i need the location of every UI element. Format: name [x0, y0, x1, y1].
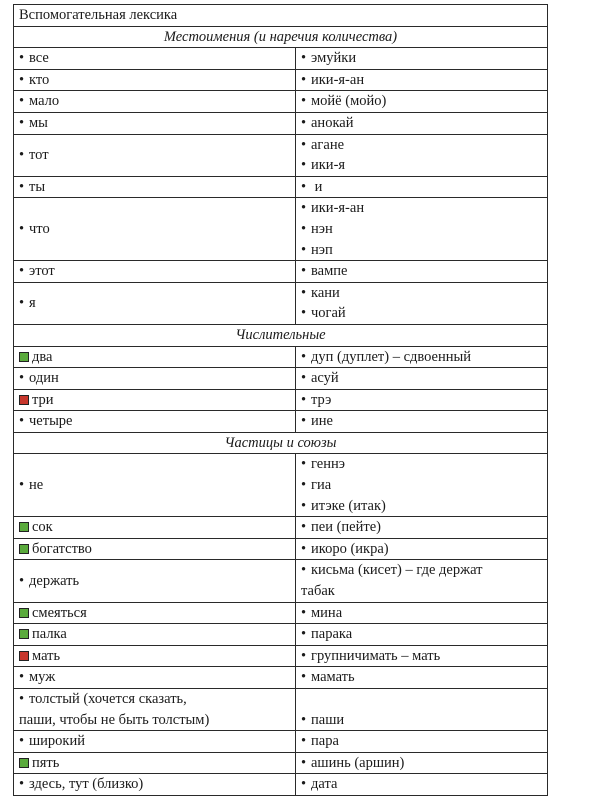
red-square-icon	[19, 395, 29, 405]
entry-line	[19, 70, 290, 91]
green-square-icon	[19, 629, 29, 639]
entry-line	[301, 303, 542, 324]
table-row	[14, 368, 548, 390]
entry-line	[301, 753, 542, 774]
bullet-icon: •	[301, 519, 307, 536]
section-header-row	[14, 432, 548, 454]
entry-line	[301, 368, 542, 389]
russian-word-cell	[14, 48, 296, 70]
translation-cell	[296, 69, 548, 91]
translation-cell	[296, 282, 548, 324]
bullet-icon: •	[301, 50, 307, 67]
entry-text: итэке (итак)	[311, 497, 386, 514]
entry-line	[301, 135, 542, 156]
translation-cell	[296, 198, 548, 261]
translation-cell	[296, 667, 548, 689]
entry-text: широкий	[29, 733, 85, 750]
entry-line	[19, 145, 290, 166]
entry-line	[301, 240, 542, 261]
bullet-icon: •	[19, 370, 25, 387]
entry-text: анокай	[311, 114, 354, 131]
entry-text: смеяться	[32, 604, 87, 621]
entry-line	[19, 293, 290, 314]
entry-text: ты	[29, 178, 46, 195]
translation-cell	[296, 517, 548, 539]
entry-text: и	[311, 178, 323, 195]
entry-line	[301, 667, 542, 688]
entry-line	[301, 560, 542, 581]
section-heading: Числительные	[14, 324, 548, 346]
entry-line	[301, 198, 542, 219]
entry-line	[19, 571, 290, 592]
entry-line	[19, 646, 290, 667]
entry-text: мамать	[311, 669, 355, 686]
bullet-icon: •	[19, 733, 25, 750]
entry-line	[301, 710, 542, 731]
entry-text: сок	[32, 519, 53, 536]
russian-word-cell	[14, 411, 296, 433]
entry-text: нэп	[311, 241, 333, 258]
entry-line	[19, 710, 290, 731]
table-row	[14, 346, 548, 368]
entry-text: ики-я-ан	[311, 71, 365, 88]
entry-text: этот	[29, 263, 55, 280]
table-row	[14, 774, 548, 796]
entry-text: один	[29, 370, 59, 387]
russian-word-cell	[14, 91, 296, 113]
entry-line	[301, 91, 542, 112]
entry-line	[19, 689, 290, 710]
entry-text: муж	[29, 669, 56, 686]
entry-text: табак	[301, 583, 335, 600]
entry-text: мало	[29, 93, 60, 110]
table-row	[14, 731, 548, 753]
entry-line	[19, 91, 290, 112]
entry-line	[301, 177, 542, 198]
translation-cell	[296, 689, 548, 731]
translation-cell	[296, 261, 548, 283]
entry-text: здесь, тут (близко)	[29, 776, 144, 793]
russian-word-cell	[14, 134, 296, 176]
entry-line	[301, 624, 542, 645]
entry-text: что	[29, 220, 50, 237]
translation-cell	[296, 112, 548, 134]
vocabulary-table	[13, 4, 548, 796]
entry-line	[19, 539, 290, 560]
bullet-icon: •	[301, 71, 307, 88]
entry-line	[301, 113, 542, 134]
table-row	[14, 538, 548, 560]
bullet-icon: •	[19, 776, 25, 793]
entry-text: мина	[311, 604, 343, 621]
bullet-icon: •	[19, 572, 25, 589]
bullet-icon: •	[19, 114, 25, 131]
entry-line	[301, 219, 542, 240]
bullet-icon: •	[301, 93, 307, 110]
russian-word-cell	[14, 282, 296, 324]
bullet-icon: •	[19, 93, 25, 110]
bullet-icon: •	[19, 477, 25, 494]
entry-text: ине	[311, 413, 333, 430]
table-row	[14, 91, 548, 113]
russian-word-cell	[14, 346, 296, 368]
entry-line	[301, 517, 542, 538]
bullet-icon: •	[301, 497, 307, 514]
translation-cell	[296, 752, 548, 774]
bullet-icon: •	[301, 391, 307, 408]
table-row	[14, 689, 548, 731]
entry-line	[301, 774, 542, 795]
entry-line	[301, 475, 542, 496]
entry-line	[19, 753, 290, 774]
entry-text: мойё (мойо)	[311, 93, 387, 110]
entry-text: парака	[311, 626, 353, 643]
entry-line	[301, 390, 542, 411]
entry-line	[19, 347, 290, 368]
section-header-row	[14, 324, 548, 346]
russian-word-cell	[14, 645, 296, 667]
bullet-icon: •	[301, 754, 307, 771]
entry-text: трэ	[311, 391, 332, 408]
green-square-icon	[19, 522, 29, 532]
entry-line	[301, 603, 542, 624]
entry-text: гиа	[311, 477, 332, 494]
bullet-icon: •	[301, 220, 307, 237]
entry-line	[301, 496, 542, 517]
table-row	[14, 112, 548, 134]
green-square-icon	[19, 758, 29, 768]
entry-text: держать	[29, 572, 80, 589]
russian-word-cell	[14, 560, 296, 602]
entry-line	[19, 261, 290, 282]
entry-line	[301, 539, 542, 560]
russian-word-cell	[14, 69, 296, 91]
table-row	[14, 176, 548, 198]
green-square-icon	[19, 608, 29, 618]
entry-text: икоро (икра)	[311, 540, 389, 557]
translation-cell	[296, 368, 548, 390]
russian-word-cell	[14, 176, 296, 198]
entry-line	[19, 113, 290, 134]
bullet-icon: •	[301, 157, 307, 174]
entry-line	[19, 667, 290, 688]
entry-text: богатство	[32, 540, 92, 557]
table-row	[14, 261, 548, 283]
section-header-row	[14, 26, 548, 48]
entry-text: эмуйки	[311, 50, 357, 67]
entry-text: тот	[29, 146, 49, 163]
bullet-icon: •	[301, 348, 307, 365]
entry-line	[19, 368, 290, 389]
entry-line	[19, 624, 290, 645]
table-row	[14, 560, 548, 602]
bullet-icon: •	[301, 604, 307, 621]
russian-word-cell	[14, 774, 296, 796]
bullet-icon: •	[301, 776, 307, 793]
entry-text: три	[32, 391, 54, 408]
entry-text: ашинь (аршин)	[311, 754, 405, 771]
entry-text: асуй	[311, 370, 339, 387]
entry-text: мать	[32, 647, 61, 664]
russian-word-cell	[14, 368, 296, 390]
bullet-icon: •	[19, 220, 25, 237]
table-row	[14, 282, 548, 324]
vocabulary-table-body	[14, 5, 548, 796]
entry-text: кисьма (кисет) – где держат	[311, 562, 483, 579]
translation-cell	[296, 774, 548, 796]
russian-word-cell	[14, 538, 296, 560]
entry-text: паши, чтобы не быть толстым)	[19, 711, 210, 728]
entry-text: пара	[311, 733, 339, 750]
russian-word-cell	[14, 112, 296, 134]
translation-cell	[296, 346, 548, 368]
russian-word-cell	[14, 261, 296, 283]
bullet-icon: •	[19, 50, 25, 67]
entry-line	[301, 581, 542, 602]
table-row	[14, 389, 548, 411]
russian-word-cell	[14, 689, 296, 731]
entry-text: чогай	[311, 305, 346, 322]
bullet-icon: •	[19, 146, 25, 163]
bullet-icon: •	[301, 456, 307, 473]
russian-word-cell	[14, 752, 296, 774]
bullet-icon: •	[301, 562, 307, 579]
russian-word-cell	[14, 667, 296, 689]
entry-line	[301, 689, 542, 710]
entry-text: групничимать – мать	[311, 647, 441, 664]
entry-text: вампе	[311, 263, 348, 280]
table-row	[14, 624, 548, 646]
entry-text: дата	[311, 776, 338, 793]
entry-text: паши	[311, 711, 345, 728]
entry-line	[301, 731, 542, 752]
table-row	[14, 134, 548, 176]
table-row	[14, 198, 548, 261]
section-heading: Частицы и союзы	[14, 432, 548, 454]
bullet-icon: •	[301, 477, 307, 494]
russian-word-cell	[14, 198, 296, 261]
bullet-icon: •	[19, 178, 25, 195]
entry-text: мы	[29, 114, 48, 131]
section-heading: Местоимения (и наречия количества)	[14, 26, 548, 48]
translation-cell	[296, 411, 548, 433]
entry-text: пять	[32, 754, 60, 771]
table-row	[14, 645, 548, 667]
bullet-icon: •	[301, 263, 307, 280]
entry-text: агане	[311, 136, 345, 153]
entry-line	[301, 411, 542, 432]
russian-word-cell	[14, 389, 296, 411]
entry-line	[19, 411, 290, 432]
entry-text: не	[29, 477, 44, 494]
entry-line	[301, 347, 542, 368]
entry-line	[19, 517, 290, 538]
translation-cell	[296, 389, 548, 411]
entry-text: ики-я-ан	[311, 200, 365, 217]
translation-cell	[296, 645, 548, 667]
translation-cell	[296, 176, 548, 198]
bullet-icon: •	[301, 284, 307, 301]
bullet-icon: •	[19, 691, 25, 707]
table-title: Вспомогательная лексика	[14, 5, 548, 27]
translation-cell	[296, 538, 548, 560]
bullet-icon: •	[19, 295, 25, 312]
entry-line	[301, 48, 542, 69]
entry-line	[19, 603, 290, 624]
entry-line	[19, 48, 290, 69]
entry-line	[19, 475, 290, 496]
entry-text: кто	[29, 71, 50, 88]
red-square-icon	[19, 651, 29, 661]
bullet-icon: •	[19, 669, 25, 686]
bullet-icon: •	[301, 370, 307, 387]
entry-text: кани	[311, 284, 340, 301]
entry-text: два	[32, 348, 53, 365]
table-row	[14, 411, 548, 433]
bullet-icon: •	[301, 178, 307, 195]
entry-line	[301, 261, 542, 282]
green-square-icon	[19, 544, 29, 554]
bullet-icon: •	[301, 540, 307, 557]
bullet-icon: •	[301, 114, 307, 131]
bullet-icon: •	[301, 733, 307, 750]
entry-text: палка	[32, 626, 67, 643]
table-row	[14, 752, 548, 774]
table-row	[14, 69, 548, 91]
entry-line	[19, 774, 290, 795]
translation-cell	[296, 602, 548, 624]
entry-text: дуп (дуплет) – сдвоенный	[311, 348, 472, 365]
entry-line	[19, 731, 290, 752]
entry-line	[19, 390, 290, 411]
bullet-icon: •	[19, 413, 25, 430]
russian-word-cell	[14, 454, 296, 517]
entry-line	[301, 454, 542, 475]
entry-text: четыре	[29, 413, 73, 430]
entry-text: нэн	[311, 220, 333, 237]
entry-text: геннэ	[311, 456, 345, 473]
table-row	[14, 454, 548, 517]
translation-cell	[296, 624, 548, 646]
entry-text: пеи (пейте)	[311, 519, 381, 536]
translation-cell	[296, 48, 548, 70]
bullet-icon: •	[301, 305, 307, 322]
entry-line	[301, 70, 542, 91]
translation-cell	[296, 731, 548, 753]
green-square-icon	[19, 352, 29, 362]
bullet-icon: •	[301, 669, 307, 686]
entry-text: ики-я	[311, 157, 346, 174]
russian-word-cell	[14, 517, 296, 539]
bullet-icon: •	[19, 263, 25, 280]
russian-word-cell	[14, 731, 296, 753]
entry-text: толстый (хочется сказать,	[29, 691, 187, 707]
table-row	[14, 517, 548, 539]
bullet-icon: •	[301, 626, 307, 643]
table-row	[14, 602, 548, 624]
entry-line	[301, 155, 542, 176]
table-row	[14, 48, 548, 70]
bullet-icon: •	[19, 71, 25, 88]
entry-text: я	[29, 295, 36, 312]
russian-word-cell	[14, 624, 296, 646]
entry-line	[19, 219, 290, 240]
bullet-icon: •	[301, 200, 307, 217]
title-row	[14, 5, 548, 27]
russian-word-cell	[14, 602, 296, 624]
bullet-icon: •	[301, 413, 307, 430]
translation-cell	[296, 560, 548, 602]
translation-cell	[296, 91, 548, 113]
bullet-icon: •	[301, 711, 307, 728]
entry-text: все	[29, 50, 49, 67]
table-row	[14, 667, 548, 689]
bullet-icon: •	[301, 241, 307, 258]
translation-cell	[296, 454, 548, 517]
entry-line	[301, 646, 542, 667]
bullet-icon: •	[301, 647, 307, 664]
entry-line	[301, 283, 542, 304]
translation-cell	[296, 134, 548, 176]
bullet-icon: •	[301, 136, 307, 153]
entry-line	[19, 177, 290, 198]
